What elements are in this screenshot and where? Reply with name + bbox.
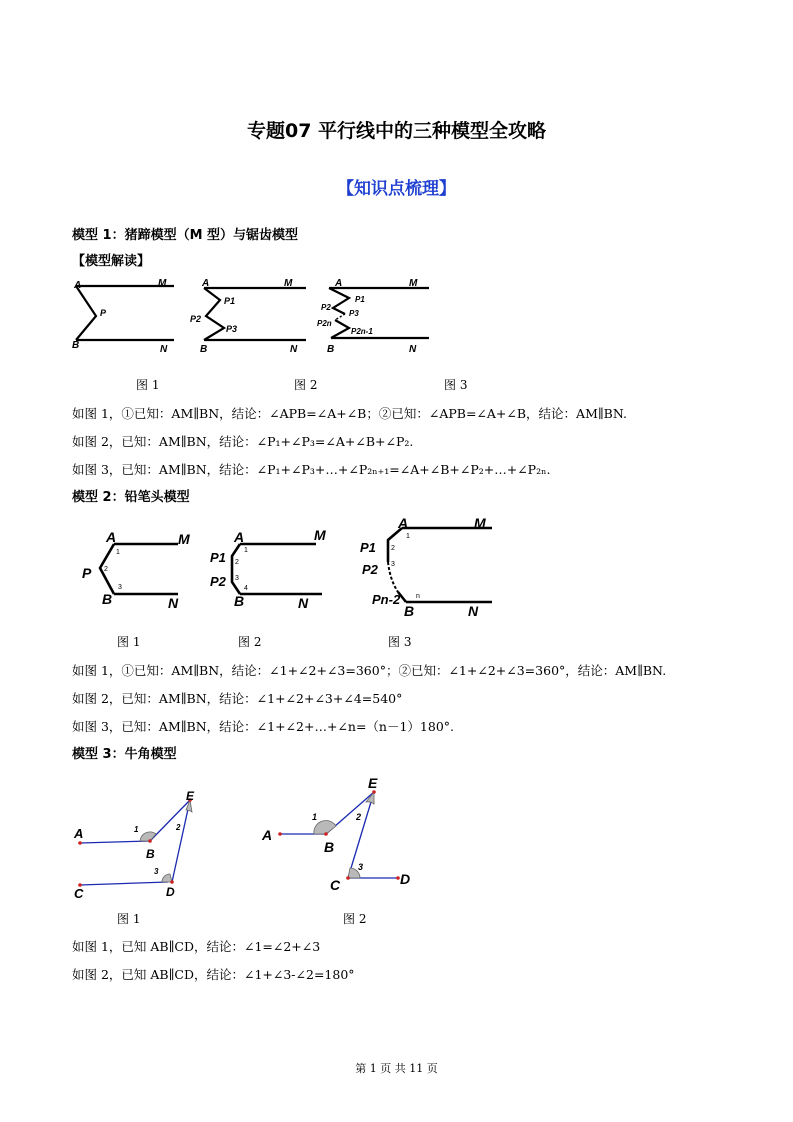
m3f2-angle-3: 3 xyxy=(358,862,364,872)
m3f1-label-b: B xyxy=(146,847,155,861)
m2f3-label-b: B xyxy=(404,603,415,619)
m3f2-angle-2: 2 xyxy=(356,812,362,822)
m1f3-label-m: M xyxy=(409,278,418,289)
m2f3-label-pn-2: Pn-2 xyxy=(372,592,401,607)
m2f1-label-a: A xyxy=(106,529,117,545)
m2f1-label-m: M xyxy=(178,531,190,547)
m2f2-label-b: B xyxy=(234,593,245,609)
model1-line-1: 如图 1，①已知：AM∥BN，结论：∠APB=∠A+∠B；②已知：∠APB=∠A+∠B，结论：AM∥BN. xyxy=(72,406,627,421)
model2-caption-2: 图 2 xyxy=(238,635,262,649)
m1f1-label-n: N xyxy=(160,344,168,355)
m2f3-label-p1: P1 xyxy=(360,540,376,555)
model3-figure-1 xyxy=(70,788,210,900)
m2f2-angle-2: 2 xyxy=(235,559,239,566)
m2f1-label-n: N xyxy=(168,595,179,611)
m2f2-label-p2: P2 xyxy=(210,574,226,589)
m3f1-angle-1: 1 xyxy=(134,825,139,834)
m1f1-label-p: P xyxy=(100,308,107,318)
m1f3-label-p2n: P2n xyxy=(317,319,332,328)
model3-line-2: 如图 2，已知 AB∥CD，结论：∠1+∠3-∠2=180° xyxy=(72,967,355,982)
m2f1-angle-1: 1 xyxy=(116,549,120,556)
m3f2-angle-1: 1 xyxy=(312,812,318,822)
m1f2-label-p2: P2 xyxy=(190,314,202,324)
m1f2-label-n: N xyxy=(290,344,298,355)
model2-figure-3 xyxy=(358,512,498,622)
m2f2-angle-1: 1 xyxy=(244,547,248,554)
m2f1-angle-2: 2 xyxy=(104,566,108,573)
m2f2-label-m: M xyxy=(314,527,326,543)
model2-caption-1: 图 1 xyxy=(117,635,141,649)
m1f3-label-n: N xyxy=(409,344,417,355)
m2f3-label-n: N xyxy=(468,603,479,619)
m2f2-label-a: A xyxy=(234,529,245,545)
m1f1-label-b: B xyxy=(72,340,80,351)
model2-caption-3: 图 3 xyxy=(388,635,412,649)
m3f2-label-b: B xyxy=(324,839,335,855)
m1f2-label-b: B xyxy=(200,344,208,355)
m1f3-label-p2: P2 xyxy=(321,303,331,312)
m2f3-label-p2: P2 xyxy=(362,562,378,577)
m1f2-label-p3: P3 xyxy=(226,324,238,334)
model2-figure-2 xyxy=(206,520,336,616)
m1f1-label-m: M xyxy=(158,278,167,289)
m3f1-label-a: A xyxy=(74,826,84,841)
m3f1-label-e: E xyxy=(186,789,195,803)
m1f3-label-p3: P3 xyxy=(349,309,359,318)
m2f3-label-m: M xyxy=(474,515,486,531)
m2f2-angle-4: 4 xyxy=(244,585,248,592)
model3-heading: 模型 3：牛角模型 xyxy=(72,747,177,762)
page-title: 专题07 平行线中的三种模型全攻略 xyxy=(246,120,547,142)
m1f1-label-a: A xyxy=(74,280,82,291)
model1-caption-3: 图 3 xyxy=(444,378,468,392)
m1f3-label-a: A xyxy=(335,278,343,289)
model1-subheading: 【模型解读】 xyxy=(72,254,151,269)
m3f1-label-d: D xyxy=(166,885,175,899)
model1-figure-2 xyxy=(190,276,310,356)
m1f3-label-p1: P1 xyxy=(355,295,365,304)
m3f2-label-a: A xyxy=(262,827,273,843)
page-footer: 第 1 页 共 11 页 xyxy=(355,1062,438,1075)
m2f1-label-b: B xyxy=(102,591,113,607)
m2f1-label-p: P xyxy=(82,565,92,581)
model1-caption-2: 图 2 xyxy=(294,378,318,392)
m1f2-label-m: M xyxy=(284,278,293,289)
section-subtitle: 【知识点梳理】 xyxy=(337,179,456,199)
m1f2-label-a: A xyxy=(202,278,210,289)
m1f3-label-p2n-1: P2n-1 xyxy=(351,327,373,336)
model3-caption-1: 图 1 xyxy=(117,912,141,926)
model1-line-2: 如图 2，已知：AM∥BN，结论：∠P₁+∠P₃=∠A+∠B+∠P₂. xyxy=(72,434,414,449)
m2f2-label-n: N xyxy=(298,595,309,611)
model2-line-2: 如图 2，已知：AM∥BN，结论：∠1+∠2+∠3+∠4=540° xyxy=(72,691,403,706)
m2f3-angle-2: 2 xyxy=(391,545,395,552)
model2-figure-1 xyxy=(78,522,196,616)
model1-heading: 模型 1：猪蹄模型（M 型）与锯齿模型 xyxy=(72,228,299,243)
model3-line-1: 如图 1，已知 AB∥CD，结论：∠1=∠2+∠3 xyxy=(72,939,321,954)
m1f2-label-p1: P1 xyxy=(224,296,236,306)
m3f1-angle-3: 3 xyxy=(154,867,159,876)
m2f3-angle-3: 3 xyxy=(391,561,395,568)
m2f2-angle-3: 3 xyxy=(235,575,239,582)
m3f2-label-d: D xyxy=(400,871,411,887)
m2f1-angle-3: 3 xyxy=(118,584,122,591)
m3f2-label-c: C xyxy=(330,877,341,893)
m2f3-label-a: A xyxy=(398,515,409,531)
model3-caption-2: 图 2 xyxy=(343,912,367,926)
model1-caption-1: 图 1 xyxy=(136,378,160,392)
m1f3-label-b: B xyxy=(327,344,335,355)
model2-line-3: 如图 3，已知：AM∥BN，结论：∠1+∠2+…+∠n=（n－1）180°. xyxy=(72,719,455,734)
m2f2-label-p1: P1 xyxy=(210,550,226,565)
model2-line-1: 如图 1，①已知：AM∥BN，结论：∠1+∠2+∠3=360°；②已知：∠1+∠2+∠3=360°，结论：AM∥BN. xyxy=(72,663,667,678)
model1-figure-1 xyxy=(70,276,180,356)
m3f1-angle-2: 2 xyxy=(176,823,181,832)
m3f2-label-e: E xyxy=(368,775,378,791)
model3-figure-2 xyxy=(258,770,418,900)
m2f3-angle-1: 1 xyxy=(406,533,410,540)
m2f3-angle-n: n xyxy=(416,593,420,600)
model1-line-3: 如图 3，已知：AM∥BN，结论：∠P₁+∠P₃+…+∠P₂ₙ₊₁=∠A+∠B+∠P₂+…+∠P₂ₙ. xyxy=(72,462,551,477)
m3f1-label-c: C xyxy=(74,886,84,901)
model2-heading: 模型 2：铅笔头模型 xyxy=(72,490,190,505)
model1-figure-3 xyxy=(315,276,435,356)
